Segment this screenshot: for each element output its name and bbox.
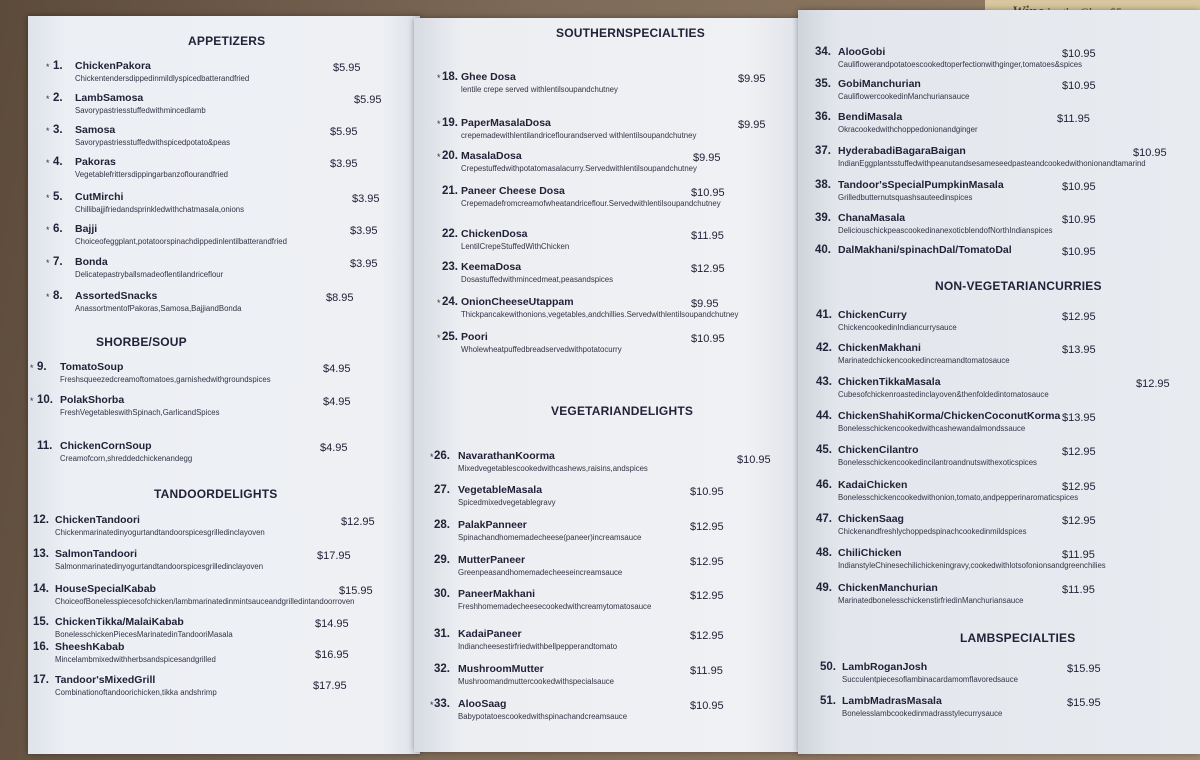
item-name: LambRoganJosh (842, 661, 928, 673)
item-description: Mincelambmixedwithherbsandspicesandgrilled (55, 655, 216, 664)
item-name: LambMadrasMasala (842, 695, 942, 707)
item-star: * (46, 94, 50, 104)
item-name: ChickenTandoori (55, 514, 140, 526)
item-name: ChickenCurry (838, 309, 907, 321)
item-description: DeliciouschickpeascookedinanexoticblendofNorthIndianspices (838, 226, 1053, 235)
item-name: MushroomMutter (458, 663, 544, 675)
item-description: Salmonmarinatedinyogurtandtandoorspicesgrilledinclayoven (55, 562, 264, 571)
item-price: $12.95 (690, 630, 724, 642)
item-price: $10.95 (1062, 181, 1096, 193)
item-description: Cubesofchickenroastedinclayoven&thenfoldedintomatosauce (838, 390, 1049, 399)
item-description: Grilledbutternutsquashsauteedinspices (838, 193, 973, 202)
item-price: $5.95 (330, 126, 358, 138)
item-price: $10.95 (1133, 147, 1167, 159)
item-price: $4.95 (323, 396, 351, 408)
item-name: Bonda (75, 256, 108, 268)
item-number: 35. (815, 78, 831, 90)
item-name: ChickenCornSoup (60, 440, 152, 452)
item-price: $12.95 (691, 263, 725, 275)
item-price: $12.95 (1062, 515, 1096, 527)
item-price: $13.95 (1062, 344, 1096, 356)
item-price: $12.95 (690, 556, 724, 568)
item-description: Spicedmixedvegetablegravy (458, 498, 556, 507)
item-description: Vegetablefrittersdippingarbanzoflourandfried (75, 170, 229, 179)
item-name: ChickenManchurian (838, 582, 938, 594)
item-name: GobiManchurian (838, 78, 921, 90)
item-number: 25. (442, 331, 458, 343)
item-description: Marinatedchickencookedincreamandtomatosauce (838, 356, 1010, 365)
item-name: ChickenCilantro (838, 444, 919, 456)
item-name: PaperMasalaDosa (461, 117, 551, 129)
item-number: 39. (815, 212, 831, 224)
item-price: $12.95 (1136, 378, 1170, 390)
item-star: * (46, 158, 50, 168)
item-number: 11. (37, 440, 53, 452)
item-name: Ghee Dosa (461, 71, 516, 83)
item-name: OnionCheeseUtappam (461, 296, 574, 308)
item-star: * (437, 119, 441, 129)
item-number: 2. (53, 92, 63, 104)
item-number: 9. (37, 361, 47, 373)
item-description: Mushroomandmuttercookedwithspecialsauce (458, 677, 615, 686)
item-number: 30. (434, 588, 450, 600)
item-price: $5.95 (354, 94, 382, 106)
item-price: $9.95 (738, 73, 766, 85)
item-number: 6. (53, 223, 63, 235)
item-description: ChickencookedinIndiancurrysauce (838, 323, 957, 332)
item-price: $10.95 (691, 187, 725, 199)
item-price: $12.95 (1062, 481, 1096, 493)
item-number: 17. (33, 674, 49, 686)
item-number: 18. (442, 71, 458, 83)
item-description: Crepemadefromcreamofwheatandriceflour.Servedwithlentilsoupandchutney (461, 199, 721, 208)
item-name: Samosa (75, 124, 116, 136)
item-name: KadaiChicken (838, 479, 908, 491)
item-number: 31. (434, 628, 450, 640)
item-name: ChickenTikkaMasala (838, 376, 941, 388)
item-name: ChickenMakhani (838, 342, 921, 354)
item-name: AlooGobi (838, 46, 886, 58)
item-number: 44. (816, 410, 832, 422)
item-number: 36. (815, 111, 831, 123)
item-name: Paneer Cheese Dosa (461, 185, 565, 197)
item-number: 4. (53, 156, 63, 168)
item-description: IndianEggplantsstuffedwithpeanutandsesameseedpasteandcookedwithonionandtamarind (838, 159, 1146, 168)
item-number: 24. (442, 296, 458, 308)
item-description: Savorypastriesstuffedwithspicedpotato&peas (75, 138, 231, 147)
item-number: 13. (33, 548, 49, 560)
item-number: 42. (816, 342, 832, 354)
item-description: ChoiceofBonelesspiecesofchicken/lambmarinatedinmintsauceandgrilledintandoorroven (55, 597, 355, 606)
item-price: $10.95 (1062, 214, 1096, 226)
item-description: Bonelesslambcookedinmadrasstylecurrysauce (842, 709, 1003, 718)
item-star: * (430, 452, 434, 462)
item-name: SalmonTandoori (55, 548, 138, 560)
item-price: $15.95 (339, 585, 373, 597)
item-name: SheeshKabab (55, 641, 125, 653)
item-price: $14.95 (315, 618, 349, 630)
item-number: 10. (37, 394, 53, 406)
item-price: $12.95 (690, 590, 724, 602)
item-name: DalMakhani/spinachDal/TomatoDal (838, 244, 1012, 256)
item-name: Pakoras (75, 156, 116, 168)
item-description: Combinationoftandoorichicken,tikka andshrimp (55, 688, 217, 697)
item-description: Spinachandhomemadecheese(paneer)increamsauce (458, 533, 642, 542)
item-price: $11.95 (691, 230, 724, 242)
item-description: Mixedvegetablescookedwithcashews,raisins,andspices (458, 464, 648, 473)
item-name: Tandoor'sMixedGrill (55, 674, 156, 686)
item-price: $17.95 (313, 680, 347, 692)
item-star: * (30, 363, 34, 373)
item-description: AnassortmentofPakoras,Samosa,BajjiandBonda (75, 304, 242, 313)
item-name: KeemaDosa (461, 261, 522, 273)
item-name: NavarathanKoorma (458, 450, 555, 462)
item-star: * (437, 333, 441, 343)
item-description: Wholewheatpuffedbreadservedwithpotatocurry (461, 345, 622, 354)
item-price: $9.95 (693, 152, 721, 164)
item-number: 45. (816, 444, 832, 456)
item-price: $12.95 (341, 516, 375, 528)
item-price: $12.95 (1062, 311, 1096, 323)
item-price: $4.95 (323, 363, 351, 375)
item-star: * (46, 258, 50, 268)
item-price: $10.95 (737, 454, 771, 466)
item-number: 34. (815, 46, 831, 58)
item-price: $13.95 (1062, 412, 1096, 424)
item-price: $11.95 (690, 665, 723, 677)
item-number: 40. (815, 244, 831, 256)
item-name: CutMirchi (75, 191, 124, 203)
item-name: ChickenPakora (75, 60, 151, 72)
item-number: 3. (53, 124, 63, 136)
item-number: 33. (434, 698, 450, 710)
item-price: $10.95 (1062, 48, 1096, 60)
item-star: * (46, 126, 50, 136)
item-name: ChickenShahiKorma/ChickenCoconutKorma (838, 410, 1061, 422)
item-number: 23. (442, 261, 458, 273)
item-price: $10.95 (690, 486, 724, 498)
section-title: VEGETARIANDELIGHTS (551, 404, 694, 418)
item-number: 28. (434, 519, 450, 531)
item-price: $9.95 (691, 298, 719, 310)
item-description: crepemadewithlentilandriceflourandserved withlentilsoupandchutney (461, 131, 697, 140)
item-name: AssortedSnacks (75, 290, 158, 302)
item-description: FreshVegetableswithSpinach,GarlicandSpices (60, 408, 220, 417)
item-number: 32. (434, 663, 450, 675)
item-description: Greenpeasandhomemadecheeseincreamsauce (458, 568, 623, 577)
item-description: Succulentpiecesoflambinacardamomflavoredsauce (842, 675, 1018, 684)
item-price: $10.95 (691, 333, 725, 345)
section-title: APPETIZERS (188, 34, 266, 48)
item-description: Crepestuffedwithpotatomasalacurry.Servedwithlentilsoupandchutney (461, 164, 697, 173)
item-name: HouseSpecialKabab (55, 583, 156, 595)
item-number: 15. (33, 616, 49, 628)
item-description: BonelesschickenPiecesMarinatedinTandooriMasala (55, 630, 233, 639)
item-description: Thickpancakewithonions,vegetables,andchillies.Servedwithlentilsoupandchutney (461, 310, 739, 319)
item-number: 43. (816, 376, 832, 388)
item-price: $5.95 (333, 62, 361, 74)
item-name: KadaiPaneer (458, 628, 522, 640)
item-name: Poori (461, 331, 488, 343)
item-description: Dosastuffedwithmincedmeat,peasandspices (461, 275, 613, 284)
item-number: 49. (816, 582, 832, 594)
item-number: 19. (442, 117, 458, 129)
section-title: SOUTHERNSPECIALTIES (556, 26, 705, 40)
item-name: HyderabadiBagaraBaigan (838, 145, 966, 157)
section-title: TANDOORDELIGHTS (154, 487, 278, 501)
item-number: 12. (33, 514, 49, 526)
item-price: $16.95 (315, 649, 349, 661)
item-name: PalakPanneer (458, 519, 527, 531)
item-name: VegetableMasala (458, 484, 543, 496)
item-star: * (46, 292, 50, 302)
item-description: Okracookedwithchoppedonionandginger (838, 125, 978, 134)
item-name: ChiliChicken (838, 547, 902, 559)
item-description: Freshsqueezedcreamoftomatoes,garnishedwithgroundspices (60, 375, 271, 384)
item-number: 20. (442, 150, 458, 162)
item-description: Cauliflowerandpotatoescookedtoperfectionwithginger,tomatoes&spices (838, 60, 1083, 69)
item-name: TomatoSoup (60, 361, 124, 373)
item-name: MutterPaneer (458, 554, 526, 566)
item-star: * (437, 73, 441, 83)
item-price: $3.95 (350, 258, 378, 270)
item-price: $11.95 (1057, 113, 1090, 125)
item-name: ChanaMasala (838, 212, 906, 224)
item-name: ChickenSaag (838, 513, 904, 525)
item-description: Babypotatoescookedwithspinachandcreamsauce (458, 712, 628, 721)
item-number: 16. (33, 641, 49, 653)
item-description: Creamofcorn,shreddedchickenandegg (60, 454, 193, 463)
item-star: * (30, 396, 34, 406)
item-number: 41. (816, 309, 832, 321)
item-star: * (46, 62, 50, 72)
item-number: 50. (820, 661, 836, 673)
item-description: CauliflowercookedinManchuriansauce (838, 92, 970, 101)
section-title: LAMBSPECIALTIES (960, 631, 1076, 645)
item-number: 1. (53, 60, 63, 72)
item-number: 47. (816, 513, 832, 525)
item-number: 51. (820, 695, 836, 707)
item-number: 22. (442, 228, 458, 240)
item-description: Chickenmarinatedinyogurtandtandoorspicesgrilledinclayoven (55, 528, 265, 537)
item-price: $11.95 (1062, 584, 1095, 596)
item-description: IndianstyleChinesechilichickeningravy,cookedwithlotsofonionsandgreenchilies (838, 561, 1106, 570)
item-description: lentile crepe served withlentilsoupandchutney (461, 85, 618, 94)
item-name: PaneerMakhani (458, 588, 536, 600)
item-number: 21. (442, 185, 458, 197)
item-number: 5. (53, 191, 63, 203)
item-name: BendiMasala (838, 111, 903, 123)
item-price: $17.95 (317, 550, 351, 562)
item-star: * (437, 152, 441, 162)
item-number: 14. (33, 583, 49, 595)
section-title: SHORBE/SOUP (96, 335, 187, 349)
item-price: $3.95 (352, 193, 380, 205)
item-description: Delicatepastryballsmadeoflentilandriceflour (75, 270, 224, 279)
item-description: Choiceofeggplant,potatoorspinachdippedinlentilbatterandfried (75, 237, 287, 246)
item-name: MasalaDosa (461, 150, 522, 162)
item-description: Indiancheesestirfriedwithbellpepperandtomato (458, 642, 618, 651)
item-price: $9.95 (738, 119, 766, 131)
item-price: $15.95 (1067, 663, 1101, 675)
item-price: $10.95 (1062, 246, 1096, 258)
item-name: Tandoor'sSpecialPumpkinMasala (838, 179, 1004, 191)
item-price: $3.95 (330, 158, 358, 170)
item-number: 38. (815, 179, 831, 191)
item-number: 27. (434, 484, 450, 496)
item-description: MarinatedbonelesschickenstirfriedinManchuriansauce (838, 596, 1024, 605)
item-price: $8.95 (326, 292, 354, 304)
item-number: 37. (815, 145, 831, 157)
item-number: 29. (434, 554, 450, 566)
item-description: Savorypastriesstuffedwithmincedlamb (75, 106, 206, 115)
item-name: Bajji (75, 223, 98, 235)
item-price: $10.95 (690, 700, 724, 712)
item-name: PolakShorba (60, 394, 125, 406)
item-description: Bonelesschickencookedincilantroandnutswithexoticspices (838, 458, 1037, 467)
item-price: $10.95 (1062, 80, 1096, 92)
item-number: 46. (816, 479, 832, 491)
item-price: $12.95 (1062, 446, 1096, 458)
item-description: Chickenandfreshlychoppedspinachcookedinmildspices (838, 527, 1027, 536)
section-title: NON-VEGETARIANCURRIES (935, 279, 1102, 293)
item-price: $3.95 (350, 225, 378, 237)
item-name: ChickenTikka/MalaiKabab (55, 616, 184, 628)
item-star: * (46, 193, 50, 203)
item-name: LambSamosa (75, 92, 144, 104)
item-description: Chillibajjifriedandsprinkledwithchatmasala,onions (75, 205, 245, 214)
item-star: * (437, 298, 441, 308)
item-number: 7. (53, 256, 63, 268)
item-price: $12.95 (690, 521, 724, 533)
item-description: Bonelesschickencookedwithcashewandalmondssauce (838, 424, 1026, 433)
item-number: 48. (816, 547, 832, 559)
item-star: * (430, 700, 434, 710)
item-number: 8. (53, 290, 63, 302)
item-description: Freshhomemadecheesecookedwithcreamytomatosauce (458, 602, 652, 611)
item-price: $11.95 (1062, 549, 1095, 561)
item-price: $4.95 (320, 442, 348, 454)
item-description: LentilCrepeStuffedWithChicken (461, 242, 570, 251)
item-name: ChickenDosa (461, 228, 528, 240)
item-star: * (46, 225, 50, 235)
item-description: Bonelesschickencookedwithonion,tomato,andpepperinaromaticspices (838, 493, 1079, 502)
item-name: AlooSaag (458, 698, 507, 710)
item-price: $15.95 (1067, 697, 1101, 709)
item-description: Chickentendersdippedinmildlyspicedbatterandfried (75, 74, 250, 83)
item-number: 26. (434, 450, 450, 462)
